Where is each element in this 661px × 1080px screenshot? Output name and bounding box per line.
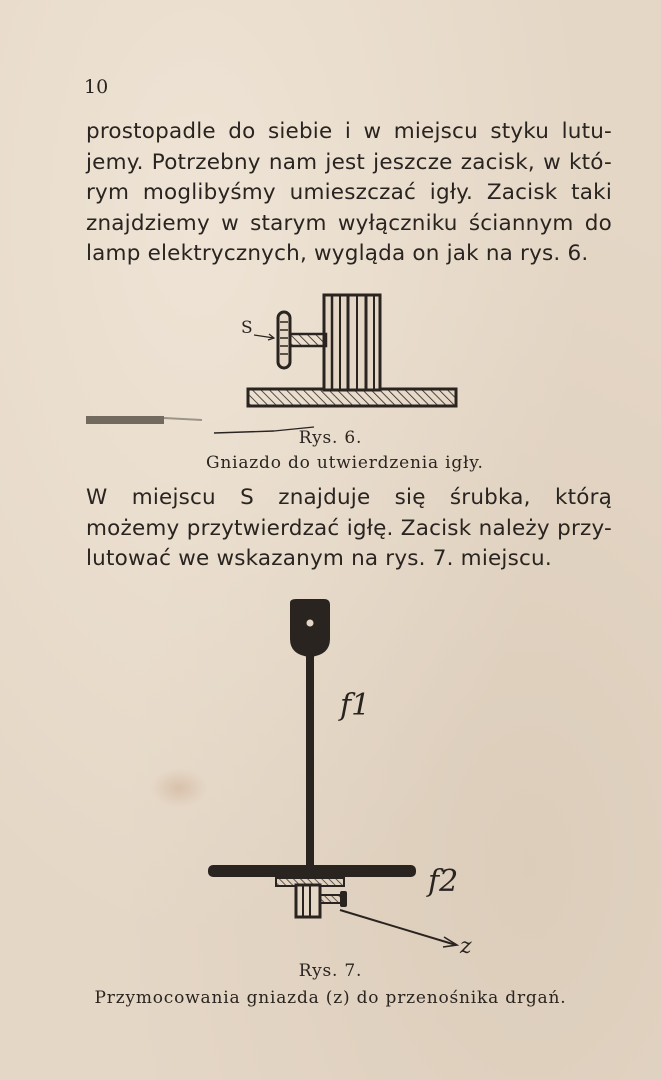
paragraph-2 bbox=[86, 483, 612, 575]
label-f2: f2 bbox=[428, 864, 459, 899]
text-line: lamp elektrycznych, wygląda on jak na rys. 6. bbox=[86, 241, 589, 266]
text-line: możemy przytwierdzać igłę. Zacisk należy przy- bbox=[86, 515, 612, 541]
socket-z bbox=[296, 885, 320, 917]
figure-7-mounting-illustration bbox=[200, 595, 490, 955]
screw-head bbox=[278, 312, 290, 368]
label-s: S bbox=[241, 318, 253, 338]
base-plate bbox=[248, 389, 456, 406]
label-f1: f1 bbox=[340, 688, 371, 723]
text-line: lutować we wskazanym na rys. 7. miejscu. bbox=[86, 546, 552, 571]
text-line: W miejscu S znajduje się śrubka, którą bbox=[86, 485, 612, 510]
figure-7-caption: Przymocowania gniazda (z) do przenośnika drgań. bbox=[94, 988, 567, 1008]
page-number: 10 bbox=[84, 76, 109, 98]
figure-6-number: Rys. 6. bbox=[298, 428, 363, 448]
lever-rod bbox=[306, 655, 314, 867]
figure-7-number: Rys. 7. bbox=[298, 961, 363, 981]
screw-shaft bbox=[290, 334, 326, 346]
figure-6-socket-illustration bbox=[84, 290, 464, 435]
label-z: z bbox=[460, 934, 472, 955]
figure-6-caption: Gniazdo do utwierdzenia igły. bbox=[206, 453, 484, 473]
text-line: prostopadle do siebie i w miejscu styku lutu- bbox=[86, 119, 612, 144]
paragraph-1 bbox=[86, 117, 612, 270]
text-line: znajdziemy w starym wyłączniku ściannym do bbox=[86, 210, 612, 236]
lever-head bbox=[290, 599, 330, 657]
text-line: jemy. Potrzebny nam jest jeszcze zacisk, w któ- bbox=[86, 149, 612, 175]
text-line: rym moglibyśmy umieszczać igły. Zacisk taki bbox=[86, 180, 612, 205]
